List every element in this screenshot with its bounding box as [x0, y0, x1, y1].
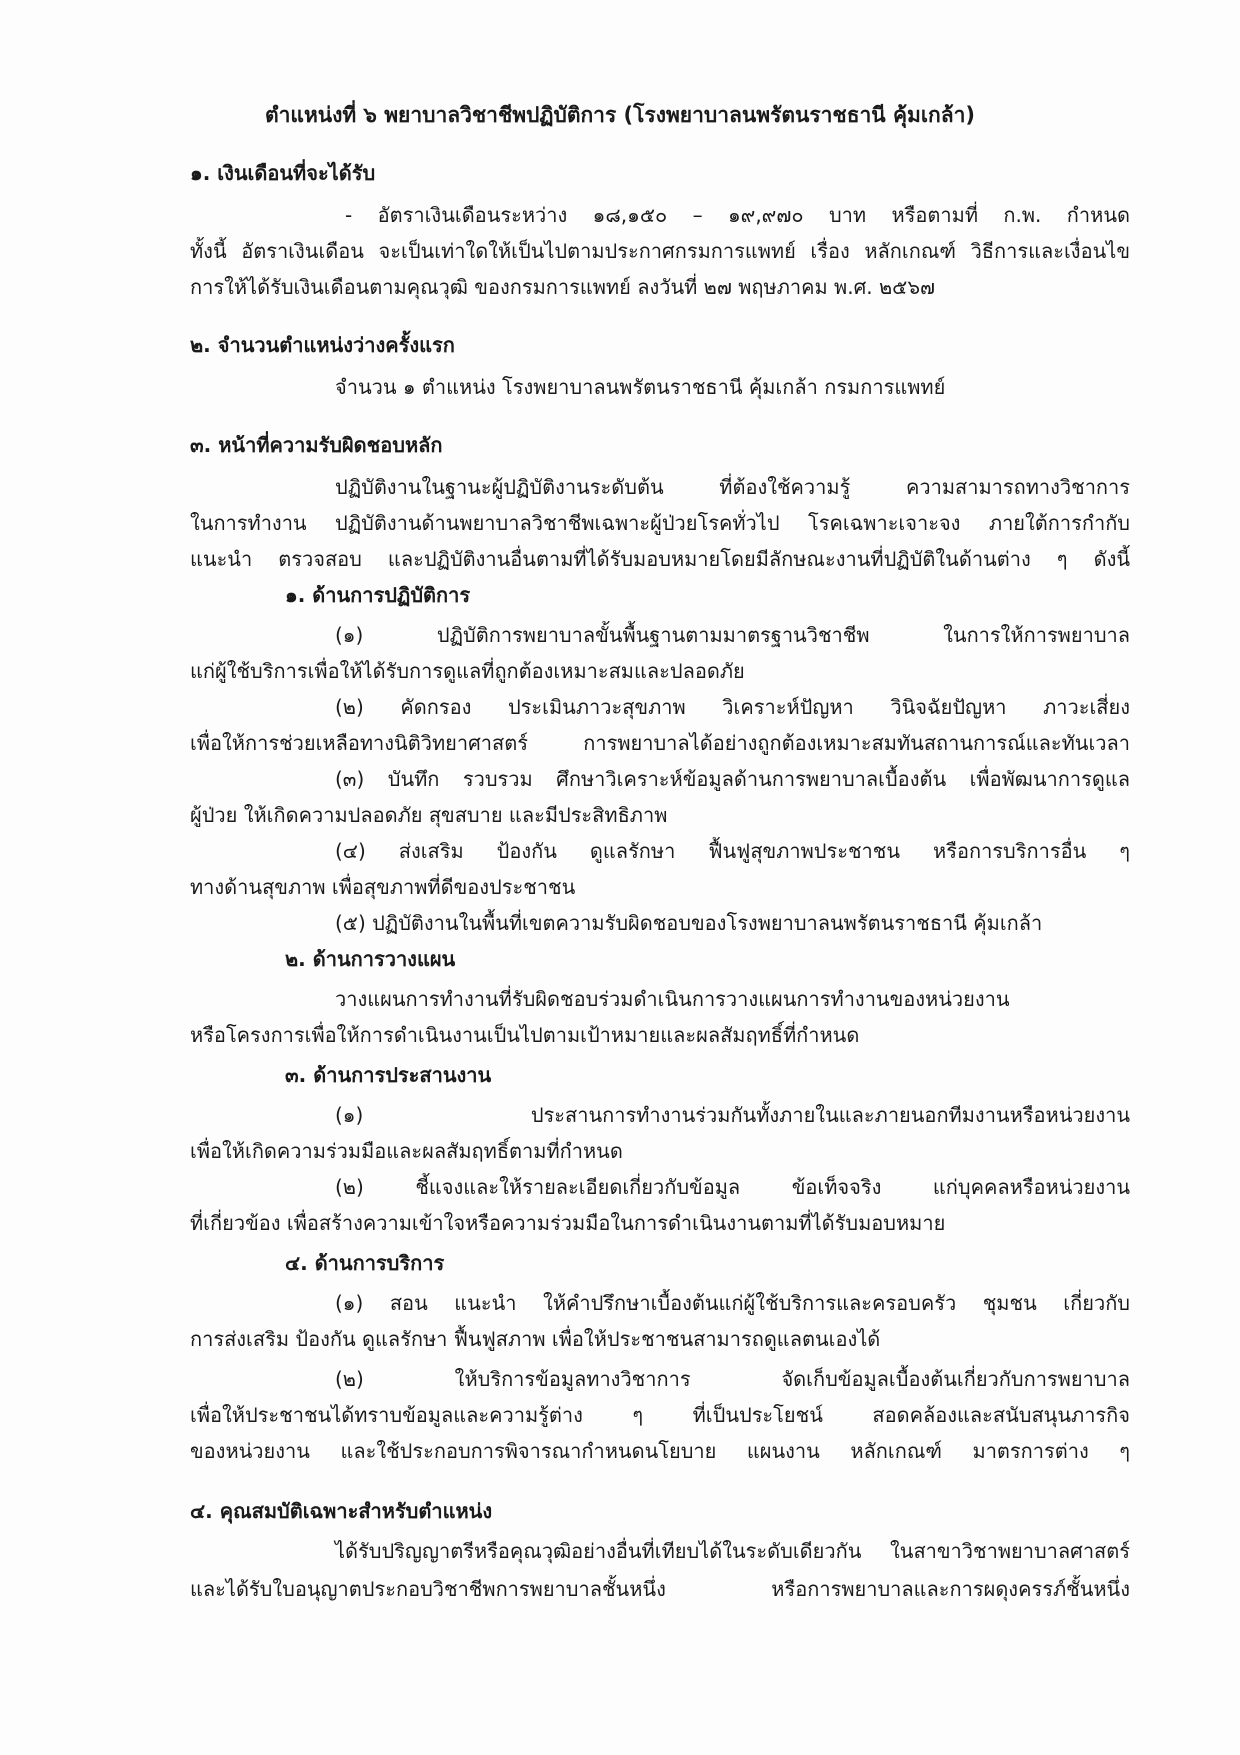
section-1-line: - อัตราเงินเดือนระหว่าง ๑๘,๑๕๐ – ๑๙,๙๗๐ บาท หรือตามที่ ก.พ. กำหนด — [345, 203, 1130, 227]
subsection-4-line: (๑) สอน แนะนำ ให้คำปรึกษาเบื้องต้นแก่ผู้ใช้บริการและครอบครัว ชุมชน เกี่ยวกับ — [335, 1291, 1130, 1315]
subsection-1-line: (๓) บันทึก รวบรวม ศึกษาวิเคราะห์ข้อมูลด้านการพยาบาลเบื้องต้น เพื่อพัฒนาการดูแล — [335, 767, 1130, 791]
subsection-3-line: (๒) ชี้แจงและให้รายละเอียดเกี่ยวกับข้อมูล ข้อเท็จจริง แก่บุคคลหรือหน่วยงาน — [335, 1175, 1130, 1199]
section-4-heading: ๔. คุณสมบัติเฉพาะสำหรับตำแหน่ง — [190, 1499, 493, 1523]
section-1-heading: ๑. เงินเดือนที่จะได้รับ — [190, 161, 376, 185]
subsection-1-line: (๑) ปฏิบัติการพยาบาลขั้นพื้นฐานตามมาตรฐานวิชาชีพ ในการให้การพยาบาล — [335, 623, 1130, 647]
section-3-intro-line: ในการทำงาน ปฏิบัติงานด้านพยาบาลวิชาชีพเฉพาะผู้ป่วยโรคทั่วไป โรคเฉพาะเจาะจง ภายใต้การกำกับ — [190, 511, 1130, 535]
subsection-4-line: เพื่อให้ประชาชนได้ทราบข้อมูลและความรู้ต่าง ๆ ที่เป็นประโยชน์ สอดคล้องและสนับสนุนภารกิจ — [190, 1403, 1130, 1427]
section-3-intro-line: แนะนำ ตรวจสอบ และปฏิบัติงานอื่นตามที่ได้รับมอบหมายโดยมีลักษณะงานที่ปฏิบัติในด้านต่าง ๆ ดังนี้ — [190, 547, 1130, 571]
subsection-4-line: การส่งเสริม ป้องกัน ดูแลรักษา ฟื้นฟูสภาพ เพื่อให้ประชาชนสามารถดูแลตนเองได้ — [190, 1327, 881, 1351]
page-title: ตำแหน่งที่ ๖ พยาบาลวิชาชีพปฏิบัติการ (โรงพยาบาลนพรัตนราชธานี คุ้มเกล้า) — [264, 103, 976, 127]
subsection-3-line: (๑) ประสานการทำงานร่วมกันทั้งภายในและภายนอกทีมงานหรือหน่วยงาน — [335, 1103, 1130, 1127]
subsection-3-line: ที่เกี่ยวข้อง เพื่อสร้างความเข้าใจหรือความร่วมมือในการดำเนินงานตามที่ได้รับมอบหมาย — [190, 1211, 946, 1235]
subsection-1-line: เพื่อให้การช่วยเหลือทางนิติวิทยาศาสตร์ การพยาบาลได้อย่างถูกต้องเหมาะสมทันสถานการณ์และทันเวลา — [190, 731, 1130, 755]
section-1-line: การให้ได้รับเงินเดือนตามคุณวุฒิ ของกรมการแพทย์ ลงวันที่ ๒๗ พฤษภาคม พ.ศ. ๒๕๖๗ — [190, 275, 936, 299]
subsection-3-heading: ๓. ด้านการประสานงาน — [285, 1063, 492, 1087]
subsection-1-line: (๕) ปฏิบัติงานในพื้นที่เขตความรับผิดชอบของโรงพยาบาลนพรัตนราชธานี คุ้มเกล้า — [335, 911, 1043, 935]
subsection-2-heading: ๒. ด้านการวางแผน — [285, 947, 456, 971]
section-1-line: ทั้งนี้ อัตราเงินเดือน จะเป็นเท่าใดให้เป็นไปตามประกาศกรมการแพทย์ เรื่อง หลักเกณฑ์ วิธีการและเงื่อนไข — [190, 239, 1130, 263]
section-4-line: และได้รับใบอนุญาตประกอบวิชาชีพการพยาบาลชั้นหนึ่ง หรือการพยาบาลและการผดุงครรภ์ชั้นหนึ่ง — [190, 1577, 1130, 1601]
subsection-4-line: (๒) ให้บริการข้อมูลทางวิชาการ จัดเก็บข้อมูลเบื้องต้นเกี่ยวกับการพยาบาล — [335, 1367, 1130, 1391]
section-2-line: จำนวน ๑ ตำแหน่ง โรงพยาบาลนพรัตนราชธานี คุ้มเกล้า กรมการแพทย์ — [335, 375, 946, 399]
subsection-4-heading: ๔. ด้านการบริการ — [285, 1251, 445, 1275]
subsection-2-line: วางแผนการทำงานที่รับผิดชอบร่วมดำเนินการวางแผนการทำงานของหน่วยงาน — [335, 987, 1010, 1011]
subsection-3-line: เพื่อให้เกิดความร่วมมือและผลสัมฤทธิ์ตามที่กำหนด — [190, 1139, 623, 1163]
subsection-1-line: (๔) ส่งเสริม ป้องกัน ดูแลรักษา ฟื้นฟูสุขภาพประชาชน หรือการบริการอื่น ๆ — [335, 839, 1130, 863]
section-2-heading: ๒. จำนวนตำแหน่งว่างครั้งแรก — [190, 333, 455, 357]
subsection-1-heading: ๑. ด้านการปฏิบัติการ — [285, 583, 471, 607]
section-3-intro-line: ปฏิบัติงานในฐานะผู้ปฏิบัติงานระดับต้น ที่ต้องใช้ความรู้ ความสามารถทางวิชาการ — [335, 475, 1130, 499]
subsection-1-line: (๒) คัดกรอง ประเมินภาวะสุขภาพ วิเคราะห์ปัญหา วินิจฉัยปัญหา ภาวะเสี่ยง — [335, 695, 1130, 719]
subsection-4-line: ของหน่วยงาน และใช้ประกอบการพิจารณากำหนดนโยบาย แผนงาน หลักเกณฑ์ มาตรการต่าง ๆ — [190, 1439, 1130, 1463]
subsection-1-line: ทางด้านสุขภาพ เพื่อสุขภาพที่ดีของประชาชน — [190, 875, 576, 899]
subsection-1-line: แก่ผู้ใช้บริการเพื่อให้ได้รับการดูแลที่ถูกต้องเหมาะสมและปลอดภัย — [190, 659, 745, 683]
section-4-line: ได้รับปริญญาตรีหรือคุณวุฒิอย่างอื่นที่เทียบได้ในระดับเดียวกัน ในสาขาวิชาพยาบาลศาสตร์ — [335, 1539, 1130, 1563]
section-3-heading: ๓. หน้าที่ความรับผิดชอบหลัก — [190, 433, 443, 457]
subsection-1-line: ผู้ป่วย ให้เกิดความปลอดภัย สุขสบาย และมีประสิทธิภาพ — [190, 803, 668, 827]
subsection-2-line: หรือโครงการเพื่อให้การดำเนินงานเป็นไปตามเป้าหมายและผลสัมฤทธิ์ที่กำหนด — [190, 1023, 860, 1047]
